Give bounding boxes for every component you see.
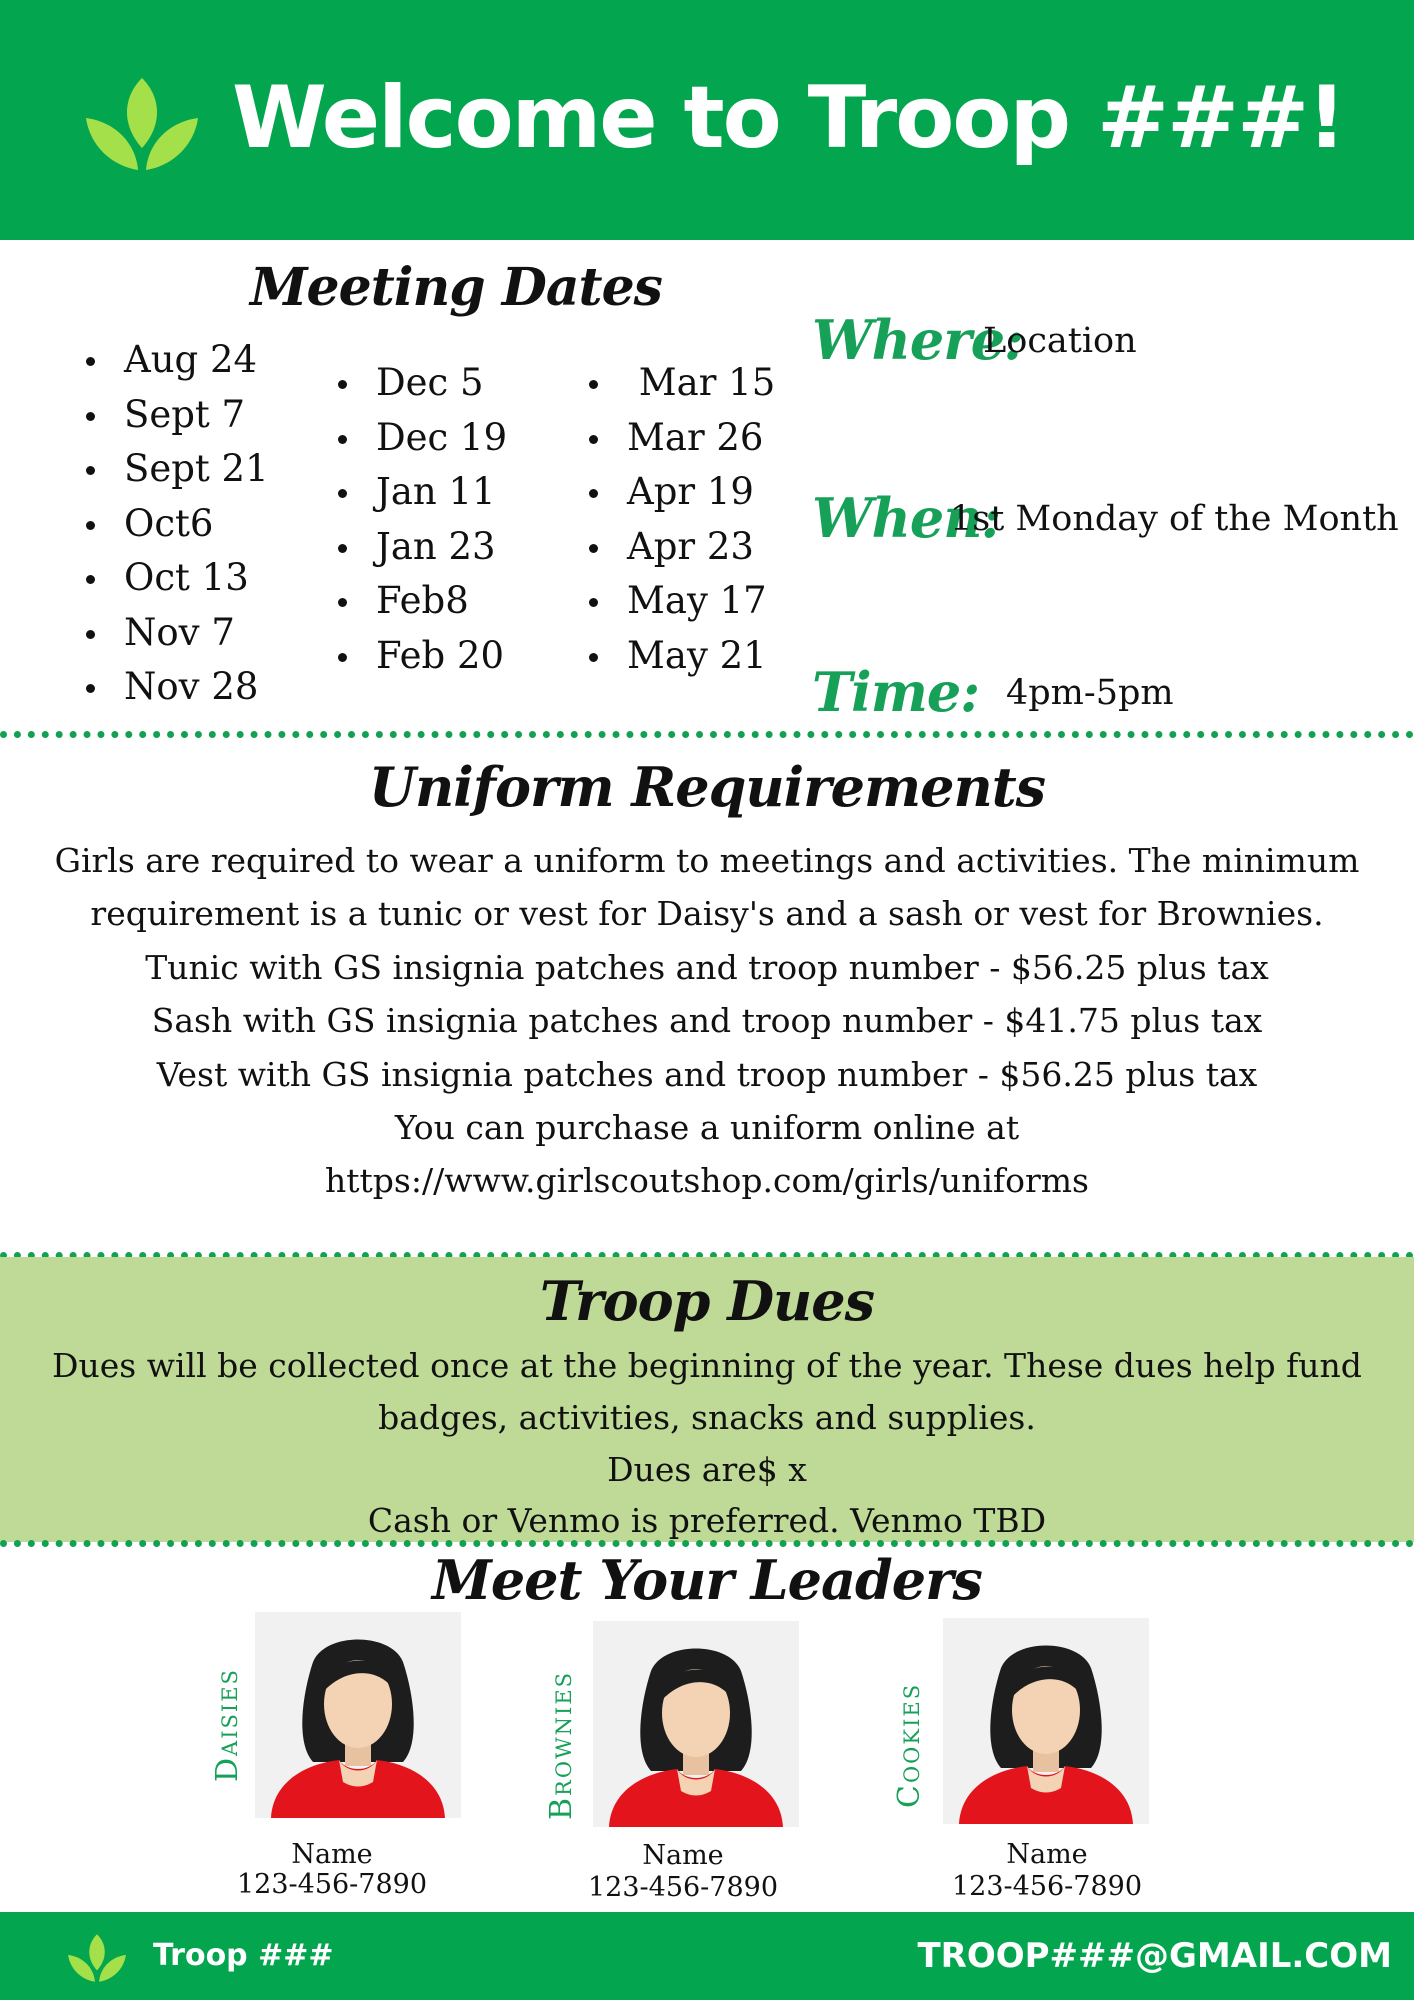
- dates-column-1: [84, 333, 324, 715]
- dates-column-3: [587, 356, 827, 683]
- uniform-line: Tunic with GS insignia patches and troop number - $56.25 plus tax: [145, 947, 1269, 987]
- date-item: Mar 26: [587, 411, 827, 466]
- leaf-logo-icon: [82, 74, 202, 174]
- leader-name: Name: [291, 1839, 373, 1870]
- dues-line: Dues are$ x: [607, 1449, 807, 1489]
- leader-phone: 123-456-7890: [236, 1869, 428, 1900]
- date-item: Apr 23: [587, 520, 827, 575]
- date-item: Feb8: [336, 574, 576, 629]
- leader-avatar-icon: [593, 1621, 799, 1827]
- date-item: Jan 23: [336, 520, 576, 575]
- when-value: 1st Monday of the Month: [950, 499, 1399, 539]
- date-item: Feb 20: [336, 629, 576, 684]
- uniform-line: Girls are required to wear a uniform to meetings and activities. The minimum: [54, 841, 1360, 880]
- date-item: Oct6: [84, 497, 324, 552]
- page-title: Welcome to Troop ###!: [232, 68, 1345, 168]
- uniform-heading: Uniform Requirements: [368, 755, 1046, 819]
- leader-role-brownies: Brownies: [544, 1670, 579, 1820]
- dotted-divider: [0, 731, 1414, 738]
- when-label: When:: [812, 486, 1001, 550]
- footer-email-link[interactable]: TROOP###@GMAIL.COM: [917, 1936, 1392, 1976]
- date-item: Nov 7: [84, 606, 324, 661]
- dues-text: [20, 1340, 1394, 1547]
- leader-phone: 123-456-7890: [951, 1871, 1143, 1902]
- date-item: May 17: [587, 574, 827, 629]
- where-value: Location: [983, 321, 1137, 361]
- dues-heading: Troop Dues: [539, 1269, 875, 1333]
- uniform-shop-url[interactable]: https://www.girlscoutshop.com/girls/uniforms: [325, 1161, 1089, 1201]
- date-item: Sept 7: [84, 388, 324, 443]
- where-label: Where:: [812, 308, 1024, 372]
- leaders-heading: Meet Your Leaders: [432, 1548, 982, 1612]
- dues-line: Cash or Venmo is preferred. Venmo TBD: [367, 1501, 1047, 1541]
- date-item: Jan 11: [336, 465, 576, 520]
- leader-avatar-icon: [255, 1612, 461, 1818]
- leader-avatar-icon: [943, 1618, 1149, 1824]
- date-item: Sept 21: [84, 442, 324, 497]
- leader-phone: 123-456-7890: [587, 1872, 779, 1903]
- time-value: 4pm-5pm: [1006, 673, 1174, 713]
- leaf-logo-icon: [66, 1932, 128, 1984]
- date-item: Nov 28: [84, 660, 324, 715]
- leader-role-daisies: Daisies: [210, 1668, 245, 1782]
- date-item: Dec 5: [336, 356, 576, 411]
- time-label: Time:: [812, 660, 980, 724]
- uniform-line: Sash with GS insignia patches and troop number - $41.75 plus tax: [151, 1001, 1263, 1041]
- dues-line: Dues will be collected once at the beginning of the year. These dues help fund: [52, 1346, 1362, 1385]
- date-item: May 21: [587, 629, 827, 684]
- footer-troop-name: Troop ###: [153, 1938, 334, 1973]
- date-item: Dec 19: [336, 411, 576, 466]
- date-item: Apr 19: [587, 465, 827, 520]
- uniform-line: Vest with GS insignia patches and troop number - $56.25 plus tax: [156, 1054, 1258, 1094]
- uniform-text: [20, 834, 1394, 1208]
- dates-column-2: [336, 356, 576, 683]
- leader-role-cookies: Cookies: [892, 1682, 927, 1808]
- date-item: Aug 24: [84, 333, 324, 388]
- uniform-line: requirement is a tunic or vest for Daisy's and a sash or vest for Brownies.: [90, 894, 1324, 934]
- meeting-dates-heading: Meeting Dates: [250, 257, 662, 318]
- date-item: Mar 15: [587, 356, 827, 411]
- dues-line: badges, activities, snacks and supplies.: [378, 1397, 1036, 1437]
- date-item: Oct 13: [84, 551, 324, 606]
- leader-name: Name: [1006, 1839, 1088, 1870]
- leader-name: Name: [642, 1840, 724, 1871]
- uniform-line: You can purchase a uniform online at: [394, 1108, 1020, 1148]
